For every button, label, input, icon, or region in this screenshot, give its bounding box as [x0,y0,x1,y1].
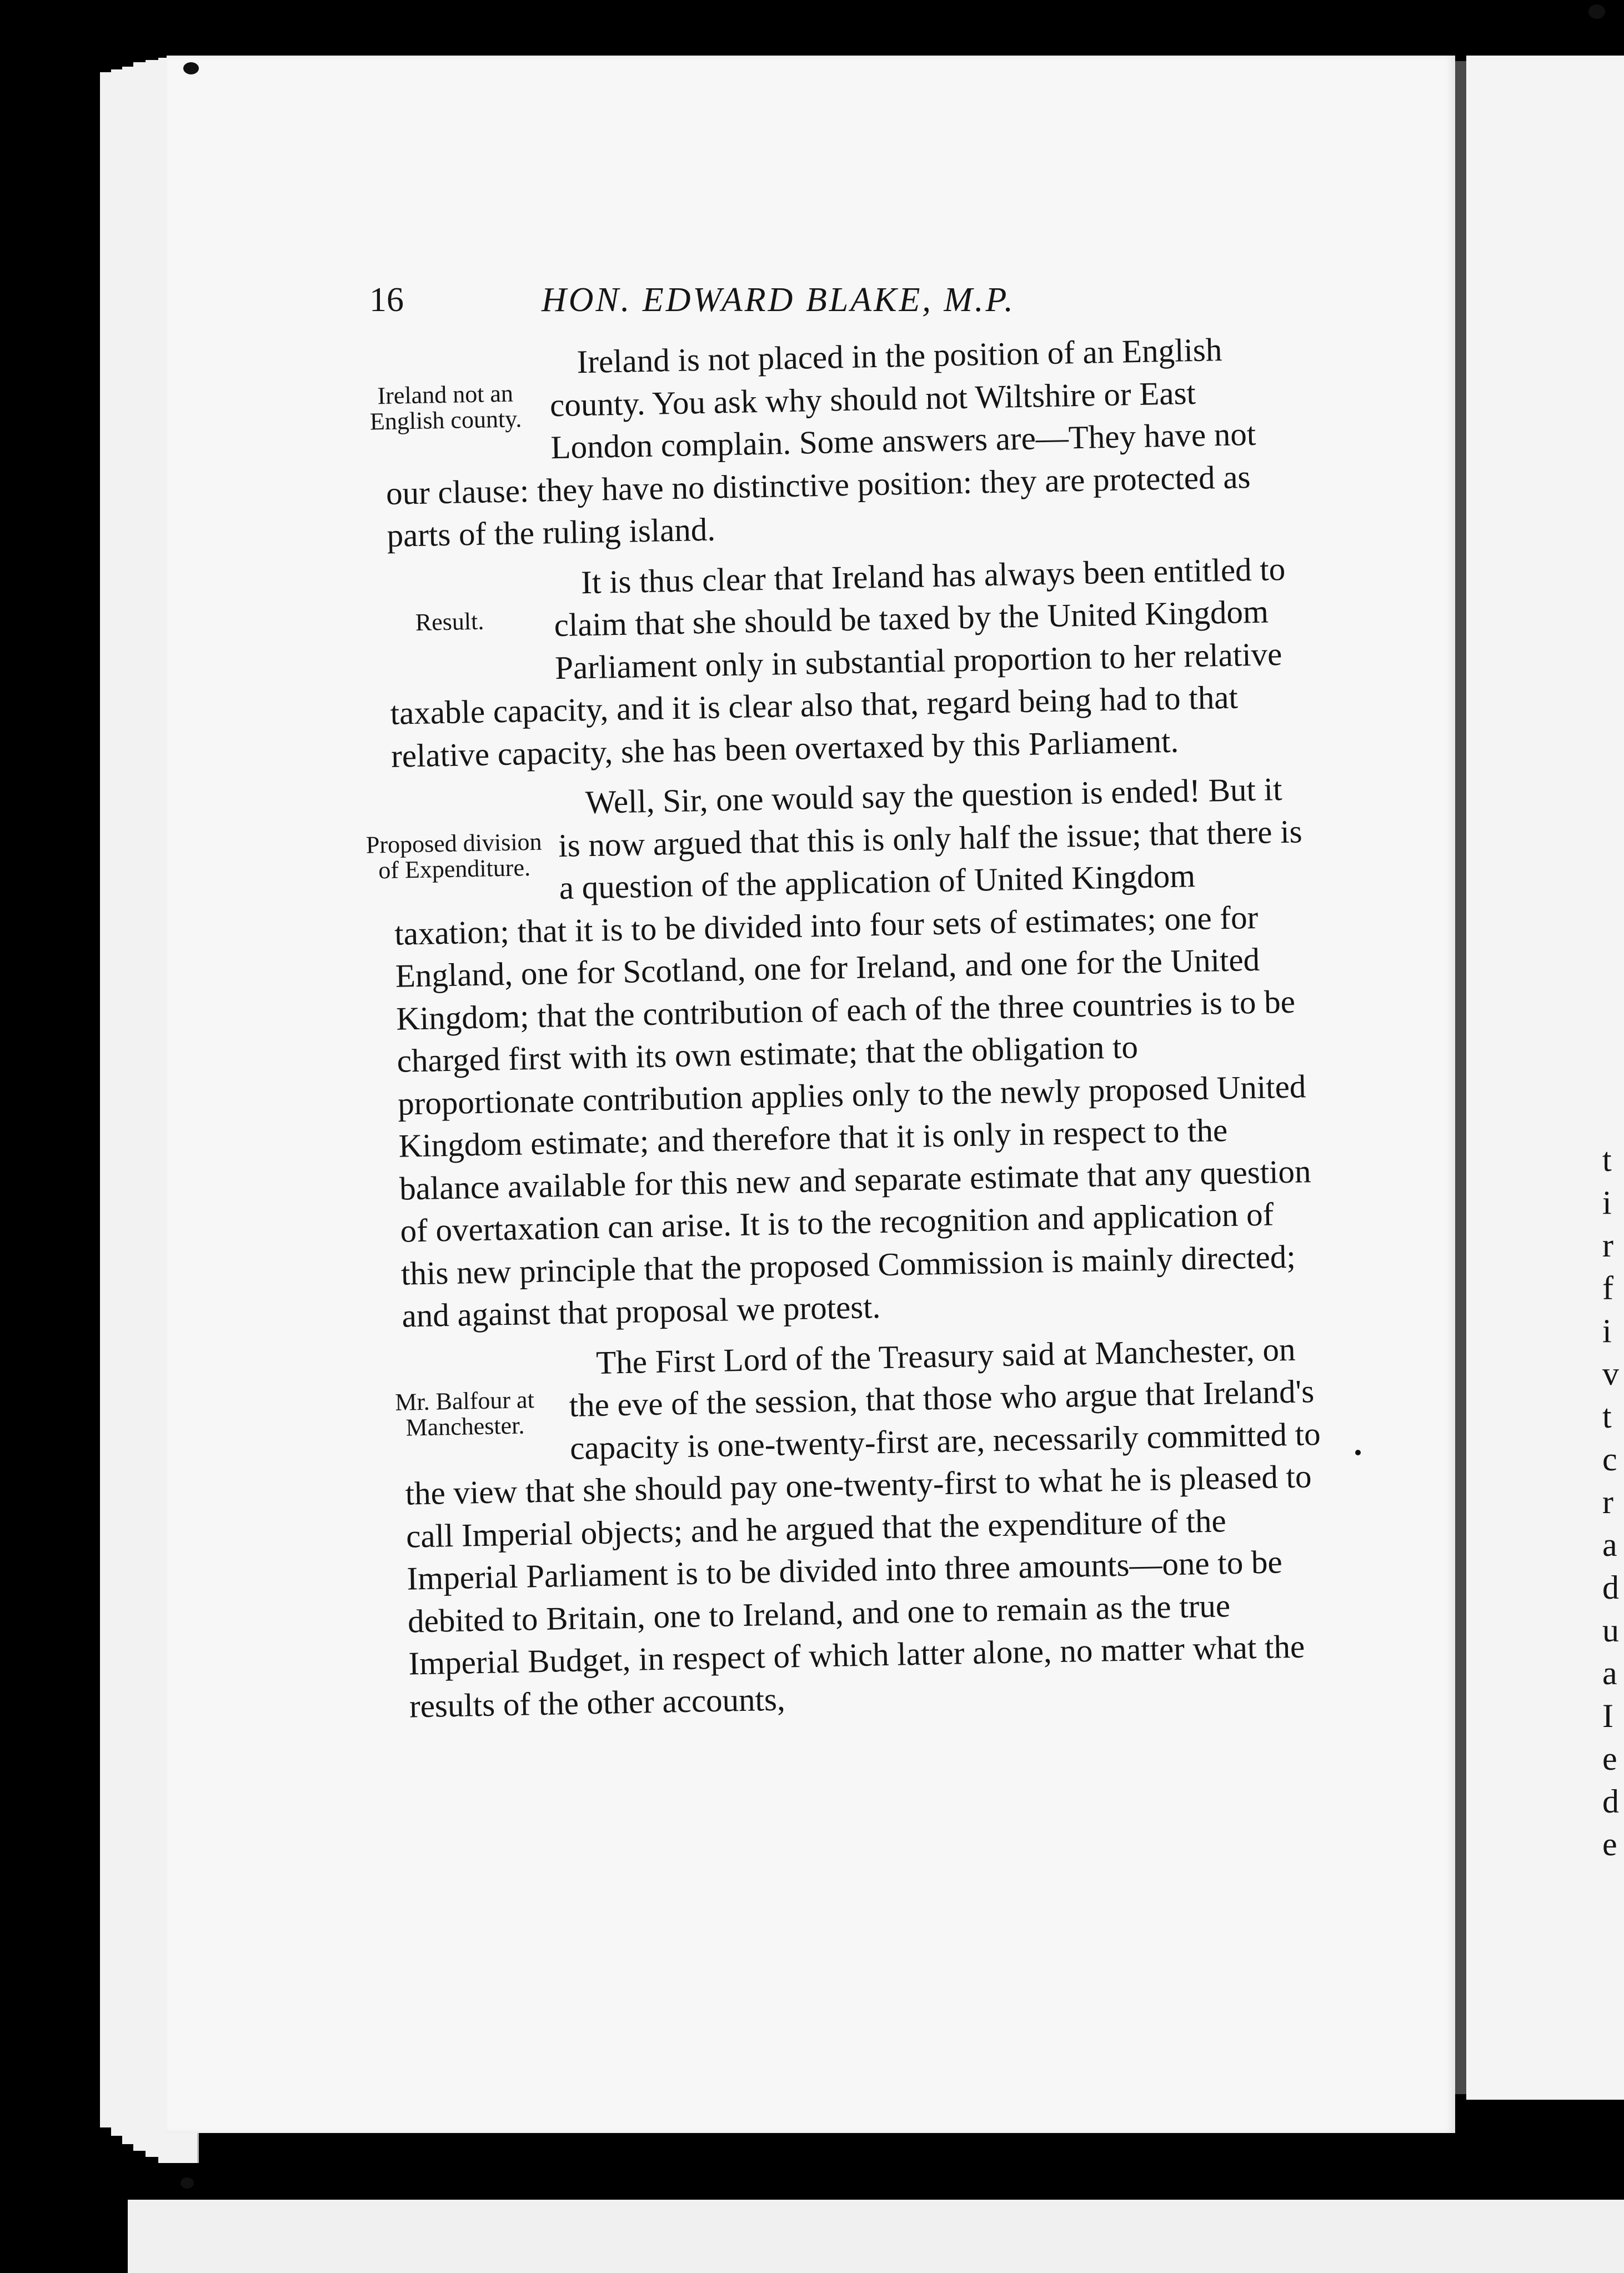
next-page-strip [128,2200,1624,2273]
facing-page-letters [1602,1139,1624,1866]
book-gutter [1455,61,1466,2094]
paragraph [394,1327,1326,1727]
paragraph-text: county. You ask why should not Wiltshire or East London complain. Some answers are—They have not our clause: they have no distinctive position: they are protected as parts of the ruling island. [385,374,1256,554]
margin-note: Ireland not an English county. [369,379,522,435]
paragraph-lead: Ireland is not placed in the position of an English [577,331,1222,380]
scan-speck [181,2177,194,2189]
facing-letter: u [1602,1612,1619,1649]
facing-letter: r [1602,1227,1613,1264]
paragraph [388,547,1308,777]
facing-letter: r [1602,1484,1613,1520]
body-text [365,327,1326,1727]
facing-letter: I [1602,1698,1613,1734]
paragraph-lead: It is thus clear that Ireland has always been entitled to [580,550,1286,600]
facing-letter: t [1602,1398,1612,1435]
scan-speck [1588,4,1605,19]
facing-letter: e [1602,1826,1617,1863]
facing-letter: i [1602,1313,1612,1349]
running-title: HON. EDWARD BLAKE, M.P. [542,281,1015,319]
paragraph-lead: The First Lord of the Treasury said at Manchester, on [595,1330,1296,1381]
facing-letter: v [1602,1355,1619,1392]
paragraph [369,327,1304,557]
facing-letter: a [1602,1526,1617,1563]
page-number: 16 [369,281,404,319]
facing-letter: t [1602,1141,1612,1178]
paragraph-text: the eve of the session, that those who argue that Ireland's capacity is one-twenty-first are, necessarily committed to the view that she should pay one-twenty-first to what he is pleased to call Imperial objects; and he argued that the expenditure of the Imperial Parliament is to be divided into three amounts—one to be debited to Britain, one to Ireland, and one to remain as the true Imperial Budget, in respect of which latter alone, no matter what the results of the other accounts, [405,1373,1321,1725]
page-header [369,281,1314,331]
scan-speck [1355,1450,1361,1455]
facing-letter: e [1602,1740,1617,1777]
paragraph-text: is now argued that this is only half the issue; that there is a question of the application of United Kingdom taxation; that it is to be divided into four sets of estimates; one for England, one for Scotland, one for Ireland, and one for the United Kingdom; that the contribution of each of the three countries is to be charged first with its own estimate; that the obligation to proportionate contribution applies only to the newly proposed United Kingdom estimate; and therefore that it is only in respect to the balance available for this new and separate estimate that any question of overtaxation can arise. It is to the recognition and application of this new principle that the proposed Commission is mainly directed; and against that proposal we protest. [394,812,1312,1334]
facing-letter: i [1602,1184,1612,1221]
facing-letter: d [1602,1783,1619,1820]
margin-note: Mr. Balfour at Manchester. [394,1385,535,1441]
paragraph-lead: Well, Sir, one would say the question is ended! But it [585,770,1282,821]
facing-letter: c [1602,1441,1617,1478]
paragraph-text: claim that she should be taxed by the United Kingdom Parliament only in substantial proportion to her relative taxable capacity, and it is clear also that, regard being had to that relative capacity, she has been overtaxed by this Parliament. [390,593,1282,774]
facing-page [1466,56,1624,2100]
paragraph [365,767,1319,1337]
facing-letter: a [1602,1655,1617,1691]
scan-speck [183,62,199,74]
margin-note: Result. [415,607,484,636]
facing-letter: f [1602,1270,1613,1306]
margin-note: Proposed division of Expenditure. [365,828,542,884]
facing-letter: d [1602,1569,1619,1606]
